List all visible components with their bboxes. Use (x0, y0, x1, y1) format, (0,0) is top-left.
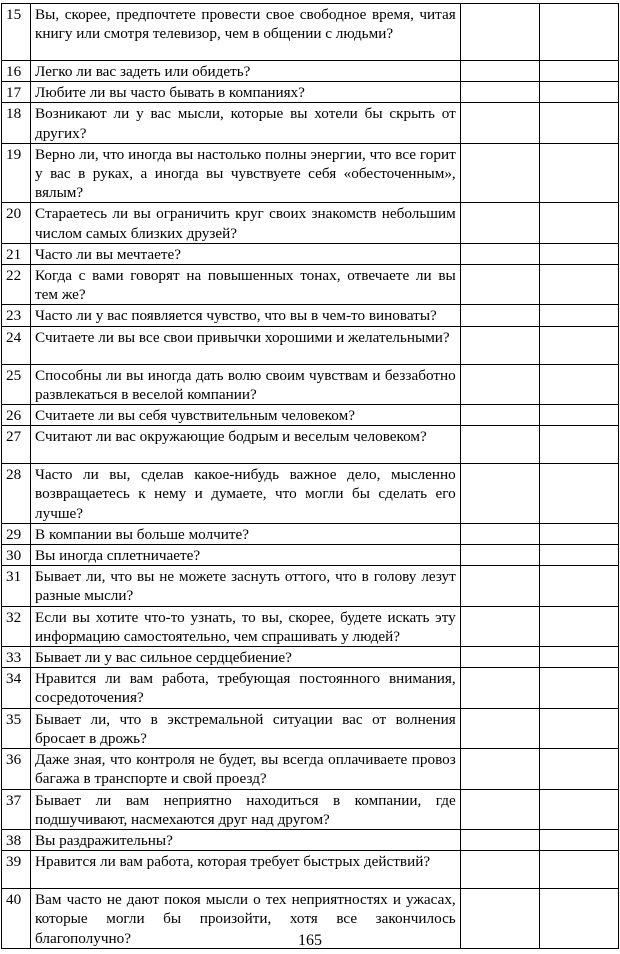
answer-cell-no[interactable] (539, 82, 618, 103)
question-number: 38 (2, 829, 31, 850)
question-row (2, 647, 619, 668)
question-number: 22 (2, 265, 31, 305)
answer-cell-yes[interactable] (460, 203, 539, 243)
answer-cell-yes[interactable] (460, 61, 539, 82)
answer-cell-no[interactable] (539, 789, 618, 829)
question-number: 19 (2, 143, 31, 203)
answer-cell-yes[interactable] (460, 426, 539, 464)
answer-cell-no[interactable] (539, 523, 618, 544)
question-row (2, 606, 619, 646)
question-number: 33 (2, 647, 31, 668)
question-text: Считают ли вас окружающие бодрым и веселым человеком? (31, 426, 461, 464)
question-number: 37 (2, 789, 31, 829)
question-row (2, 143, 619, 203)
answer-cell-yes[interactable] (460, 606, 539, 646)
question-text: Возникают ли у вас мысли, которые вы хотели бы скрыть от других? (31, 103, 461, 143)
question-text: Часто ли у вас появляется чувство, что вы в чем-то виноваты? (31, 305, 461, 326)
question-text: Считаете ли вы все свои привычки хорошими и желательными? (31, 326, 461, 364)
question-row (2, 305, 619, 326)
answer-cell-yes[interactable] (460, 103, 539, 143)
question-number: 28 (2, 464, 31, 524)
question-number: 27 (2, 426, 31, 464)
answer-cell-no[interactable] (539, 708, 618, 748)
answer-cell-yes[interactable] (460, 566, 539, 606)
question-text: Способны ли вы иногда дать волю своим чувствам и беззаботно развлекаться в веселой компании? (31, 364, 461, 404)
question-row (2, 243, 619, 264)
answer-cell-yes[interactable] (460, 829, 539, 850)
answer-cell-no[interactable] (539, 103, 618, 143)
question-row (2, 405, 619, 426)
question-text: Вы иногда сплетничаете? (31, 545, 461, 566)
question-number: 40 (2, 889, 31, 949)
question-text: В компании вы больше молчите? (31, 523, 461, 544)
answer-cell-no[interactable] (539, 647, 618, 668)
question-row (2, 668, 619, 708)
question-row (2, 426, 619, 464)
answer-cell-no[interactable] (539, 243, 618, 264)
answer-cell-yes[interactable] (460, 305, 539, 326)
answer-cell-no[interactable] (539, 606, 618, 646)
question-number: 39 (2, 851, 31, 889)
question-row (2, 523, 619, 544)
answer-cell-yes[interactable] (460, 82, 539, 103)
question-row (2, 4, 619, 61)
answer-cell-no[interactable] (539, 61, 618, 82)
question-text: Вы раздражительны? (31, 829, 461, 850)
question-text: Бывает ли у вас сильное сердцебиение? (31, 647, 461, 668)
answer-cell-no[interactable] (539, 203, 618, 243)
question-row (2, 789, 619, 829)
answer-cell-yes[interactable] (460, 4, 539, 61)
answer-cell-no[interactable] (539, 364, 618, 404)
answer-cell-yes[interactable] (460, 749, 539, 789)
answer-cell-no[interactable] (539, 405, 618, 426)
question-row (2, 364, 619, 404)
question-number: 29 (2, 523, 31, 544)
answer-cell-no[interactable] (539, 749, 618, 789)
question-row (2, 749, 619, 789)
answer-cell-yes[interactable] (460, 243, 539, 264)
answer-cell-yes[interactable] (460, 708, 539, 748)
answer-cell-yes[interactable] (460, 405, 539, 426)
question-text: Верно ли, что иногда вы настолько полны энергии, что все горит у вас в руках, а иногда вы чувствуете себя «обесточенным», вялым? (31, 143, 461, 203)
question-number: 26 (2, 405, 31, 426)
question-number: 15 (2, 4, 31, 61)
question-text: Любите ли вы часто бывать в компаниях? (31, 82, 461, 103)
question-number: 31 (2, 566, 31, 606)
question-text: Стараетесь ли вы ограничить круг своих знакомств небольшим числом самых близких друзей? (31, 203, 461, 243)
answer-cell-no[interactable] (539, 265, 618, 305)
answer-cell-no[interactable] (539, 566, 618, 606)
question-number: 25 (2, 364, 31, 404)
question-row (2, 82, 619, 103)
question-row (2, 545, 619, 566)
question-text: Когда с вами говорят на повышенных тонах, отвечаете ли вы тем же? (31, 265, 461, 305)
question-text: Считаете ли вы себя чувствительным человеком? (31, 405, 461, 426)
question-number: 23 (2, 305, 31, 326)
question-number: 21 (2, 243, 31, 264)
question-text: Если вы хотите что-то узнать, то вы, скорее, будете искать эту информацию самостоятельно, чем спрашивать у людей? (31, 606, 461, 646)
page-number: 165 (298, 932, 322, 949)
question-row (2, 708, 619, 748)
question-text: Часто ли вы мечтаете? (31, 243, 461, 264)
question-row (2, 103, 619, 143)
question-number: 20 (2, 203, 31, 243)
question-text: Бывает ли, что вы не можете заснуть оттого, что в голову лезут разные мысли? (31, 566, 461, 606)
answer-cell-no[interactable] (539, 545, 618, 566)
answer-cell-no[interactable] (539, 4, 618, 61)
question-text: Бывает ли, что в экстремальной ситуации вас от волнения бросает в дрожь? (31, 708, 461, 748)
answer-cell-no[interactable] (539, 851, 618, 889)
question-text: Нравится ли вам работа, которая требует быстрых действий? (31, 851, 461, 889)
answer-cell-yes[interactable] (460, 364, 539, 404)
question-text: Легко ли вас задеть или обидеть? (31, 61, 461, 82)
question-number: 30 (2, 545, 31, 566)
question-row (2, 265, 619, 305)
question-number: 35 (2, 708, 31, 748)
answer-cell-no[interactable] (539, 464, 618, 524)
answer-cell-yes[interactable] (460, 265, 539, 305)
answer-cell-no[interactable] (539, 305, 618, 326)
question-number: 17 (2, 82, 31, 103)
question-number: 18 (2, 103, 31, 143)
question-text: Вы, скорее, предпочтете провести свое свободное время, читая книгу или смотря телевизор, чем в общении с людьми? (31, 4, 461, 61)
answer-cell-yes[interactable] (460, 143, 539, 203)
question-text: Даже зная, что контроля не будет, вы всегда оплачиваете провоз багажа в транспорте и свой проезд? (31, 749, 461, 789)
question-number: 16 (2, 61, 31, 82)
answer-cell-no[interactable] (539, 143, 618, 203)
question-rows (2, 4, 619, 949)
answer-cell-no[interactable] (539, 426, 618, 464)
answer-cell-no[interactable] (539, 668, 618, 708)
answer-cell-yes[interactable] (460, 851, 539, 889)
question-number: 36 (2, 749, 31, 789)
question-row (2, 203, 619, 243)
question-row (2, 61, 619, 82)
question-text: Бывает ли вам неприятно находиться в компании, где подшучивают, насмехаются друг над другом? (31, 789, 461, 829)
answer-cell-yes[interactable] (460, 789, 539, 829)
question-number: 32 (2, 606, 31, 646)
question-row (2, 566, 619, 606)
answer-cell-yes[interactable] (460, 647, 539, 668)
question-row (2, 326, 619, 364)
answer-cell-no[interactable] (539, 326, 618, 364)
question-text: Часто ли вы, сделав какое-нибудь важное дело, мысленно возвращаетесь к нему и думаете, что могли бы сделать его лучше? (31, 464, 461, 524)
answer-cell-no[interactable] (539, 829, 618, 850)
question-row (2, 829, 619, 850)
answer-cell-yes[interactable] (460, 523, 539, 544)
answer-cell-yes[interactable] (460, 545, 539, 566)
question-row (2, 464, 619, 524)
answer-cell-yes[interactable] (460, 464, 539, 524)
answer-cell-yes[interactable] (460, 668, 539, 708)
question-row (2, 851, 619, 889)
questionnaire-table (1, 3, 619, 949)
question-text: Нравится ли вам работа, требующая постоянного внимания, сосредоточения? (31, 668, 461, 708)
question-text: Вам часто не дают покоя мысли о тех неприятностях и ужасах, которые могли бы произойти, хотя все закончилось благополучно? (31, 889, 461, 949)
question-number: 34 (2, 668, 31, 708)
answer-cell-yes[interactable] (460, 326, 539, 364)
question-number: 24 (2, 326, 31, 364)
